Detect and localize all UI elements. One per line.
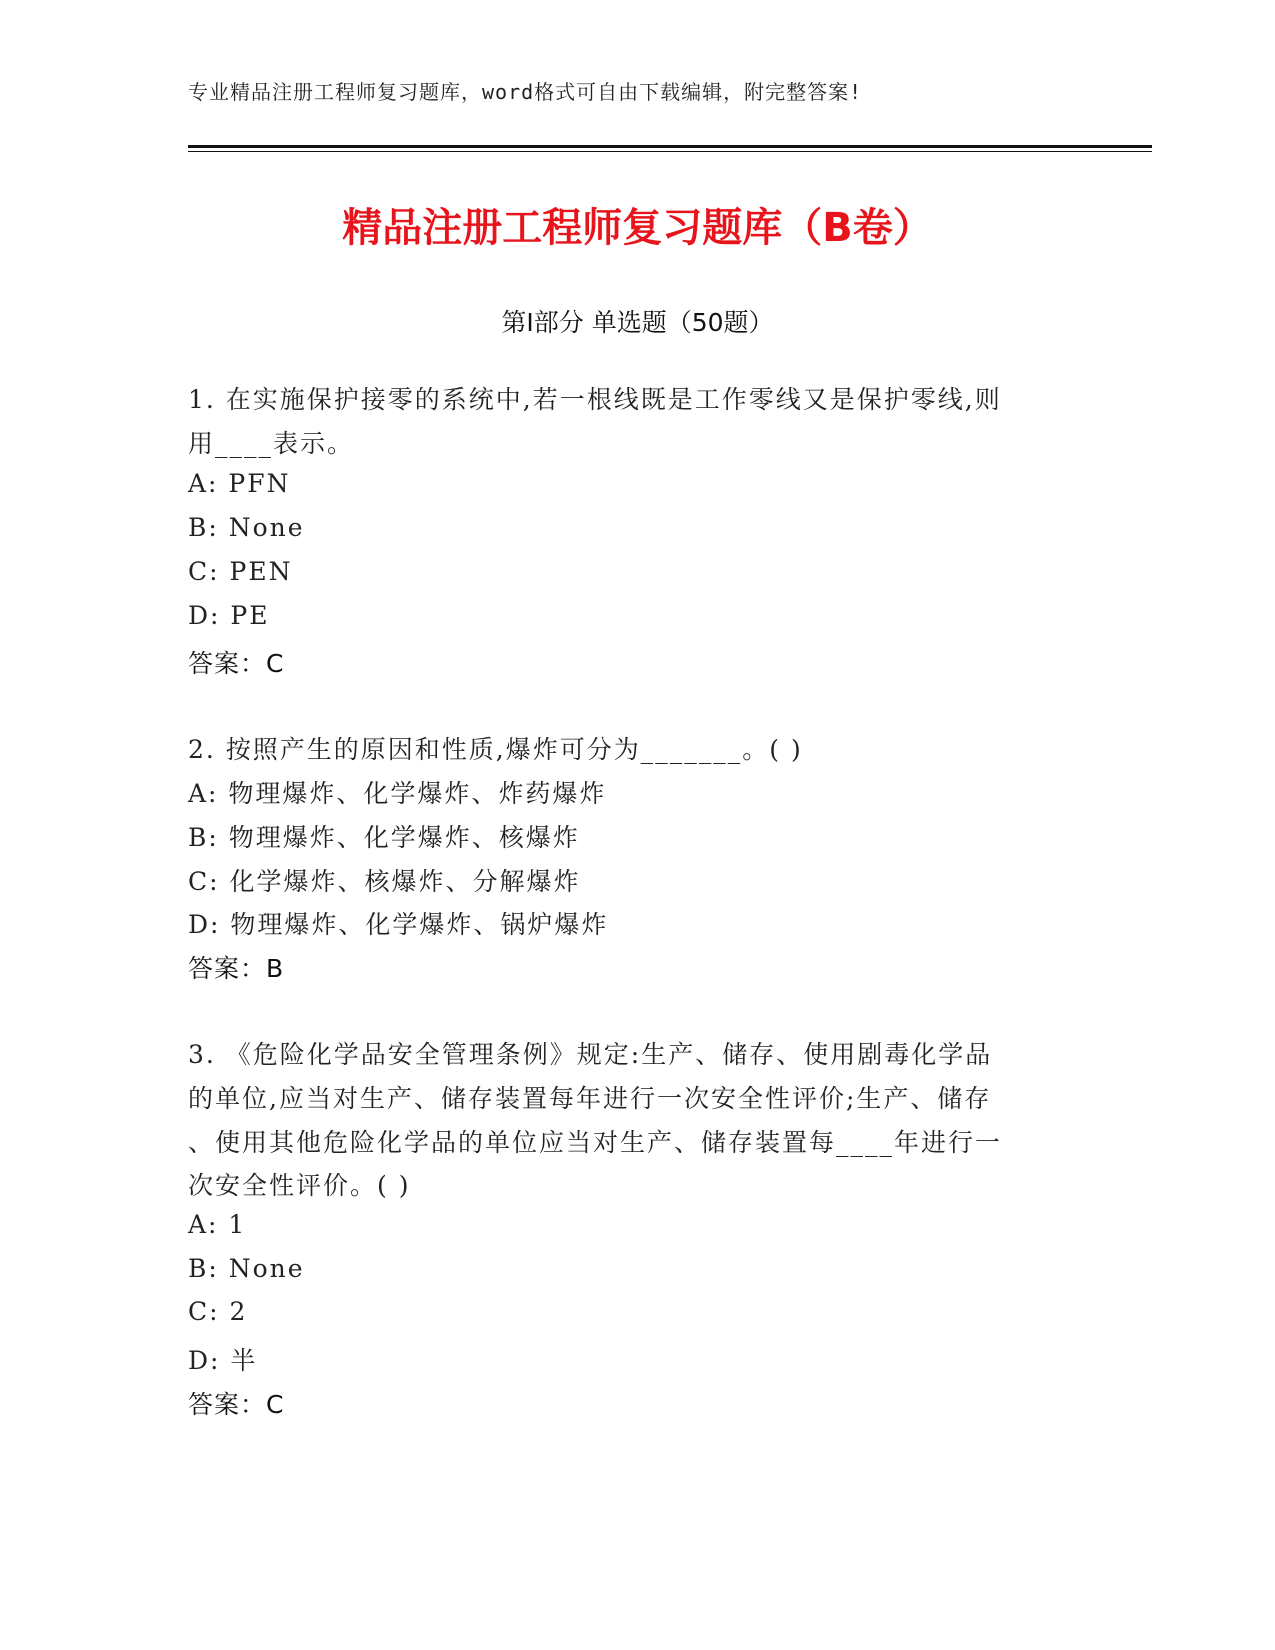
question-1-answer: 答案：C xyxy=(188,649,285,678)
header-rule-thin xyxy=(188,151,1152,152)
question-1-option-a: A: PFN xyxy=(188,469,291,498)
question-3-option-b: B: None xyxy=(188,1254,305,1283)
question-3-answer: 答案：C xyxy=(188,1390,285,1419)
question-2-option-b: B: 物理爆炸、化学爆炸、核爆炸 xyxy=(188,823,580,852)
question-1-stem-line-1: 1. 在实施保护接零的系统中,若一根线既是工作零线又是保护零线,则 xyxy=(188,385,1002,414)
document-title: 精品注册工程师复习题库（B卷） xyxy=(342,205,933,251)
question-2-option-c: C: 化学爆炸、核爆炸、分解爆炸 xyxy=(188,867,581,896)
question-3-option-c: C: 2 xyxy=(188,1297,248,1326)
question-2-stem-line-1: 2. 按照产生的原因和性质,爆炸可分为_______。( ) xyxy=(188,735,803,764)
question-2-answer: 答案：B xyxy=(188,954,285,983)
question-3-stem-line-1: 3. 《危险化学品安全管理条例》规定:生产、储存、使用剧毒化学品 xyxy=(188,1040,993,1069)
question-1-stem-line-2: 用____表示。 xyxy=(188,429,355,458)
question-3-stem-line-4: 次安全性评价。( ) xyxy=(188,1171,411,1200)
section-title: 第Ⅰ部分 单选题（50题） xyxy=(501,308,774,337)
question-1-option-d: D: PE xyxy=(188,601,270,630)
header-note: 专业精品注册工程师复习题库，word格式可自由下载编辑，附完整答案! xyxy=(188,80,863,104)
question-2-option-d: D: 物理爆炸、化学爆炸、锅炉爆炸 xyxy=(188,910,609,939)
question-2-option-a: A: 物理爆炸、化学爆炸、炸药爆炸 xyxy=(188,779,607,808)
question-1-option-c: C: PEN xyxy=(188,557,293,586)
question-1-option-b: B: None xyxy=(188,513,305,542)
question-3-option-d: D: 半 xyxy=(188,1346,258,1375)
question-3-option-a: A: 1 xyxy=(188,1210,247,1239)
question-3-stem-line-2: 的单位,应当对生产、储存装置每年进行一次安全性评价;生产、储存 xyxy=(188,1084,992,1113)
question-3-stem-line-3: 、使用其他危险化学品的单位应当对生产、储存装置每____年进行一 xyxy=(188,1128,1003,1157)
header-rule-thick xyxy=(188,145,1152,148)
